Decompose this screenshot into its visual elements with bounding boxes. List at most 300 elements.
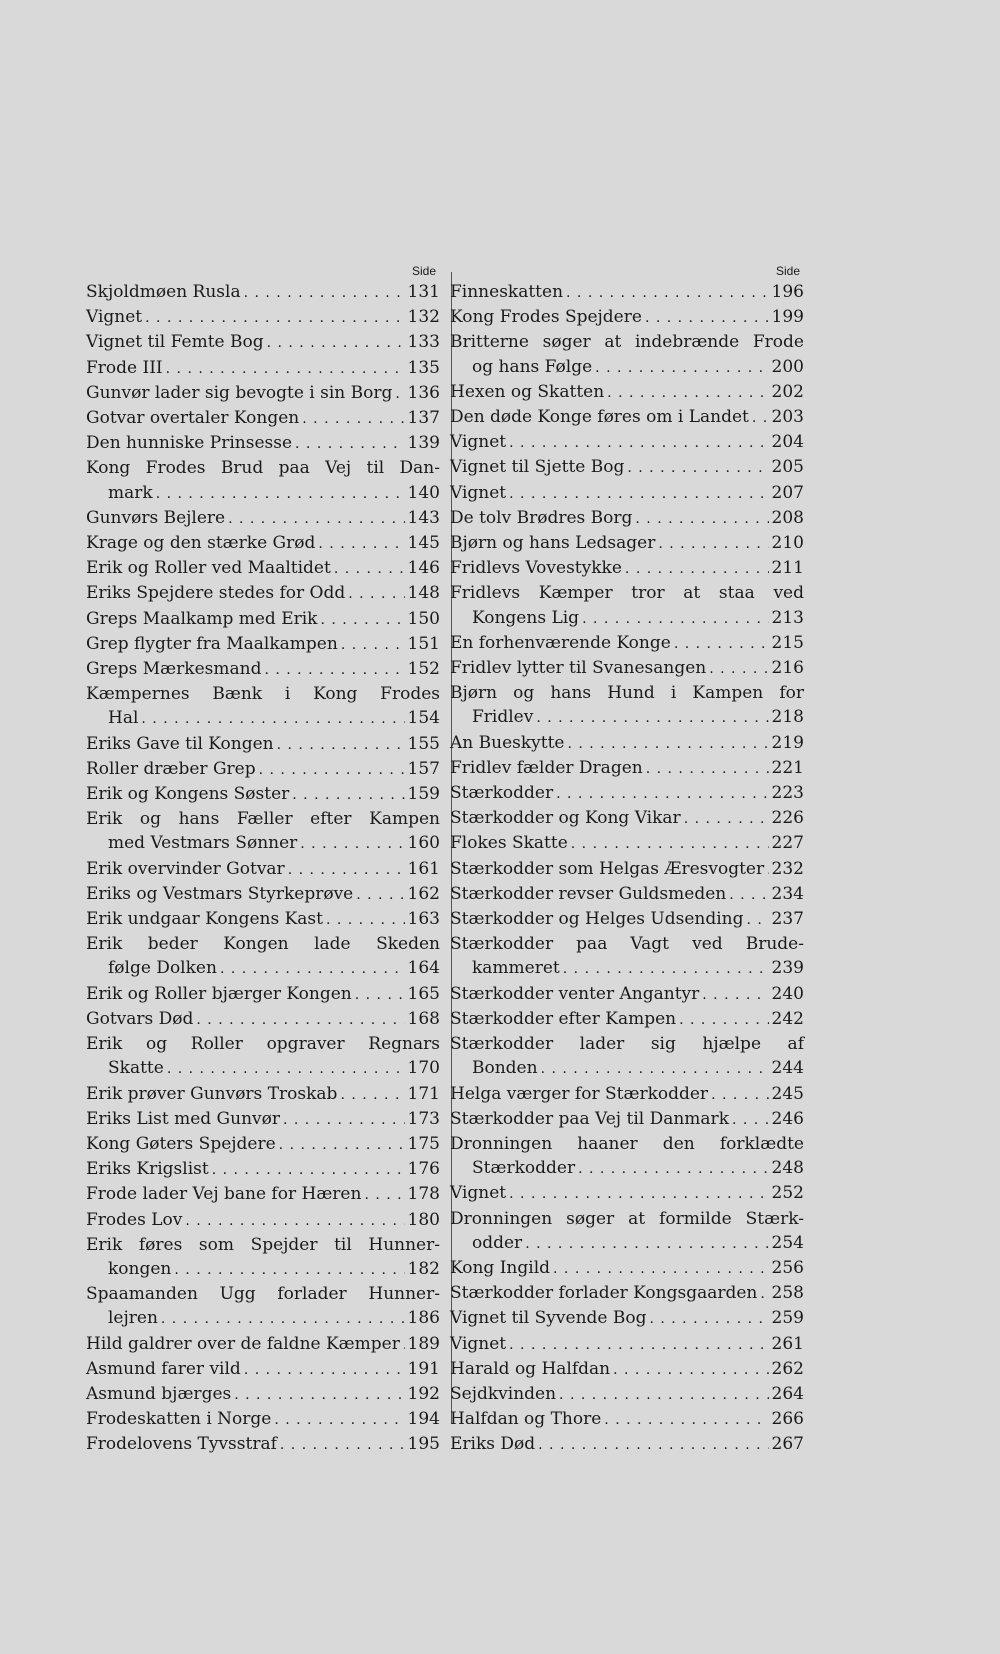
dot-leader — [326, 908, 405, 932]
toc-page-number: 176 — [407, 1159, 440, 1180]
toc-entry-line — [86, 1007, 440, 1032]
toc-entry-title: Greps Maalkamp med Erik — [86, 608, 318, 629]
toc-entry — [450, 1007, 804, 1032]
toc-entry-title: Kong Frodes Spejdere — [450, 307, 642, 328]
toc-entry-line — [450, 1306, 804, 1331]
toc-page-number: 234 — [771, 883, 804, 904]
toc-entry-title: mark — [108, 482, 153, 503]
toc-entry — [86, 356, 440, 381]
toc-entry-title: Fridlev lytter til Svanesangen — [450, 658, 707, 679]
toc-entry-title: Stærkodder paa Vagt ved Brude- — [450, 934, 804, 955]
toc-entry-line — [86, 1082, 440, 1107]
toc-entry — [86, 556, 440, 581]
toc-entry-title: Fridlev — [472, 707, 534, 728]
toc-entry — [86, 1233, 440, 1282]
toc-entry-line — [450, 731, 804, 756]
toc-page-number: 199 — [771, 307, 804, 328]
dot-leader — [509, 1333, 768, 1357]
toc-entry-line — [86, 1233, 440, 1257]
toc-entry-line — [86, 431, 440, 456]
dot-leader — [582, 607, 768, 631]
toc-entry-title: Vignet til Syvende Bog — [450, 1308, 647, 1329]
toc-entry-line — [86, 1032, 440, 1056]
toc-entry-title: En forhenværende Konge — [450, 632, 671, 653]
dot-leader — [295, 432, 405, 456]
toc-entry-line — [86, 1182, 440, 1207]
toc-entry-line — [86, 757, 440, 782]
toc-page-number: 175 — [407, 1133, 440, 1154]
toc-entry — [86, 982, 440, 1007]
toc-page-number: 215 — [771, 632, 804, 653]
toc-entry — [450, 907, 804, 932]
toc-entry-title: Grep flygter fra Maalkampen — [86, 633, 338, 654]
toc-page-number: 159 — [407, 784, 440, 805]
dot-leader — [709, 657, 768, 681]
toc-entry — [86, 632, 440, 657]
toc-entry — [86, 757, 440, 782]
dot-leader — [674, 632, 769, 656]
toc-entry — [450, 656, 804, 681]
dot-leader — [220, 957, 405, 981]
dot-leader — [702, 983, 768, 1007]
toc-entry — [86, 1032, 440, 1081]
toc-entry — [450, 330, 804, 379]
toc-page-number: 200 — [771, 356, 804, 377]
toc-entry-line — [450, 857, 804, 882]
toc-entry-line — [450, 1056, 804, 1081]
toc-entry-title: Eriks Spejdere stedes for Odd — [86, 583, 346, 604]
toc-page-number: 210 — [771, 533, 804, 554]
toc-entry — [86, 456, 440, 505]
toc-entry-line — [86, 607, 440, 632]
toc-entry-title: kammeret — [472, 958, 560, 979]
toc-page-number: 148 — [407, 583, 440, 604]
toc-page-number: 192 — [407, 1383, 440, 1404]
toc-page-number: 254 — [771, 1232, 804, 1253]
toc-page-number: 168 — [407, 1008, 440, 1029]
toc-page-number: 135 — [407, 357, 440, 378]
toc-page-number: 223 — [771, 783, 804, 804]
toc-entry — [86, 607, 440, 632]
dot-leader — [212, 1158, 405, 1182]
toc-page-number: 242 — [771, 1008, 804, 1029]
toc-entry-line — [450, 1107, 804, 1132]
toc-entry-line — [86, 1407, 440, 1432]
toc-entry-title: Vignet til Femte Bog — [86, 332, 264, 353]
toc-entry-line — [86, 1056, 440, 1081]
toc-entry-title: Hal — [108, 708, 139, 729]
toc-entry-line — [86, 531, 440, 556]
toc-entry-title: Greps Mærkesmand — [86, 659, 262, 680]
toc-entry — [86, 1132, 440, 1157]
dot-leader — [566, 281, 769, 305]
toc-entry-title: Bonden — [472, 1058, 538, 1079]
dot-leader — [356, 883, 404, 907]
toc-entry-line — [86, 807, 440, 831]
toc-page-number: 239 — [771, 958, 804, 979]
toc-entry-line — [450, 1082, 804, 1107]
toc-page-number: 139 — [407, 433, 440, 454]
dot-leader — [196, 1008, 404, 1032]
toc-page-number: 213 — [771, 607, 804, 628]
toc-entry-title: Hild galdrer over de faldne Kæmper — [86, 1333, 400, 1354]
dot-leader — [341, 633, 405, 657]
toc-entry-line — [450, 1281, 804, 1306]
toc-entry — [450, 982, 804, 1007]
toc-entry — [450, 1382, 804, 1407]
dot-leader — [767, 858, 768, 882]
toc-entry — [450, 455, 804, 480]
toc-entry-line — [86, 1382, 440, 1407]
dot-leader — [318, 532, 404, 556]
toc-page-number: 140 — [407, 482, 440, 503]
toc-entry-line — [450, 1432, 804, 1457]
toc-page-number: 163 — [407, 909, 440, 930]
toc-entry-line — [450, 531, 804, 556]
toc-entry-title: Frodeskatten i Norge — [86, 1409, 272, 1430]
toc-entry-line — [86, 956, 440, 981]
toc-page-number: 178 — [407, 1184, 440, 1205]
toc-page-number: 252 — [771, 1183, 804, 1204]
toc-page-number: 208 — [771, 507, 804, 528]
dot-leader — [320, 608, 404, 632]
toc-entry-title: Dronningen haaner den forklædte — [450, 1133, 804, 1154]
toc-page-number: 245 — [771, 1083, 804, 1104]
dot-leader — [729, 883, 768, 907]
toc-entry — [450, 1107, 804, 1132]
dot-leader — [174, 1258, 404, 1282]
toc-entry — [450, 380, 804, 405]
toc-page-number: 186 — [407, 1308, 440, 1329]
toc-entry-title: Fridlevs Kæmper tror at staa ved — [450, 583, 804, 604]
toc-entry-line — [86, 481, 440, 506]
toc-entry — [450, 556, 804, 581]
toc-entry-title: Finneskatten — [450, 282, 564, 302]
dot-leader — [300, 832, 404, 856]
dot-leader — [234, 1383, 404, 1407]
dot-leader — [760, 1282, 768, 1306]
toc-page-number: 150 — [407, 608, 440, 629]
toc-entry-line — [450, 831, 804, 856]
dot-leader — [156, 482, 405, 506]
dot-leader — [567, 732, 768, 756]
toc-entry-title: Erik beder Kongen lade Skeden — [86, 934, 440, 955]
toc-entry-line — [86, 706, 440, 731]
dot-leader — [334, 557, 405, 581]
toc-entry-line — [86, 1332, 440, 1357]
toc-entry-title: Gunvørs Bejlere — [86, 507, 226, 528]
toc-entry-line — [86, 857, 440, 882]
toc-entry-title: Stærkodder efter Kampen — [450, 1008, 677, 1029]
toc-entry — [86, 857, 440, 882]
toc-entry — [86, 1332, 440, 1357]
toc-entry — [450, 405, 804, 430]
toc-page-number: 261 — [771, 1333, 804, 1354]
toc-page-number: 256 — [771, 1257, 804, 1278]
toc-entry — [86, 506, 440, 531]
toc-entry-title: Kæmpernes Bænk i Kong Frodes — [86, 684, 440, 705]
toc-page-number: 221 — [771, 757, 804, 778]
dot-leader — [658, 532, 768, 556]
toc-entry-title: Vignet — [450, 432, 507, 453]
toc-page-number: 202 — [771, 381, 804, 402]
dot-leader — [288, 858, 405, 882]
toc-page-number: 226 — [771, 808, 804, 829]
toc-entry-title: Vignet — [450, 1333, 507, 1354]
toc-page-number: 194 — [407, 1409, 440, 1430]
toc-page-number: 266 — [771, 1409, 804, 1430]
toc-page-number: 244 — [771, 1058, 804, 1079]
toc-entry-title: Kongens Lig — [472, 607, 580, 628]
dot-leader — [280, 1433, 405, 1457]
toc-entry — [86, 657, 440, 682]
toc-entry-line — [86, 1132, 440, 1157]
dot-leader — [571, 832, 769, 856]
toc-entry-line — [86, 907, 440, 932]
toc-entry-line — [450, 932, 804, 956]
toc-entry — [450, 1181, 804, 1206]
toc-page-number: 133 — [407, 332, 440, 353]
toc-entry — [86, 1182, 440, 1207]
toc-entry-line — [86, 732, 440, 757]
toc-entry-line — [86, 330, 440, 355]
toc-entry-title: Erik prøver Gunvørs Troskab — [86, 1083, 338, 1104]
dot-leader — [559, 1383, 769, 1407]
toc-entry-line — [450, 705, 804, 730]
toc-entry-title: kongen — [108, 1258, 172, 1279]
toc-page-number: 170 — [407, 1058, 440, 1079]
dot-leader — [509, 431, 768, 455]
dot-leader — [340, 1083, 404, 1107]
toc-page-number: 218 — [771, 707, 804, 728]
toc-page-number: 137 — [407, 408, 440, 429]
toc-entry-line — [450, 806, 804, 831]
toc-entry — [450, 531, 804, 556]
toc-entry-title: odder — [472, 1232, 523, 1253]
toc-entry-line — [450, 1332, 804, 1357]
toc-entry — [86, 1007, 440, 1032]
toc-entry-line — [450, 1407, 804, 1432]
toc-entry-title: Erik føres som Spejder til Hunner- — [86, 1234, 440, 1255]
toc-entry-title: Erik overvinder Gotvar — [86, 858, 285, 879]
toc-entry — [450, 857, 804, 882]
toc-entry-line — [86, 1107, 440, 1132]
toc-entry — [86, 882, 440, 907]
toc-page-number: 207 — [771, 482, 804, 503]
toc-entry-line — [86, 356, 440, 381]
toc-entry-title: Stærkodder og Kong Vikar — [450, 808, 681, 829]
toc-entry-title: Eriks Gave til Kongen — [86, 733, 274, 754]
toc-entry — [450, 932, 804, 981]
toc-entry-line — [86, 1208, 440, 1233]
toc-page-number: 246 — [771, 1108, 804, 1129]
toc-entry-title: De tolv Brødres Borg — [450, 507, 633, 528]
dot-leader — [161, 1307, 405, 1331]
toc-entry-title: Gunvør lader sig bevogte i sin Borg — [86, 382, 393, 403]
toc-entry-title: Asmund farer vild — [86, 1358, 241, 1379]
dot-leader — [355, 983, 405, 1007]
dot-leader — [364, 1183, 404, 1207]
toc-entry-title: Hexen og Skatten — [450, 381, 605, 402]
toc-page-number: 182 — [407, 1258, 440, 1279]
toc-entry-title: følge Dolken — [108, 958, 217, 979]
toc-entry-title: Bjørn og hans Hund i Kampen for — [450, 683, 804, 704]
toc-entry-title: Helga værger for Stærkodder — [450, 1083, 709, 1104]
toc-entry — [86, 1407, 440, 1432]
toc-entry-title: Den døde Konge føres om i Landet — [450, 407, 749, 428]
toc-entry-line — [450, 1156, 804, 1181]
toc-entry-title: Stærkodder — [450, 783, 554, 804]
dot-leader — [595, 356, 768, 380]
dot-leader — [509, 482, 768, 506]
toc-entry-line — [450, 882, 804, 907]
toc-entry-line — [450, 506, 804, 531]
toc-entry-title: med Vestmars Sønner — [108, 833, 298, 854]
toc-entry-title: Stærkodder revser Guldsmeden — [450, 883, 727, 904]
toc-entry — [86, 807, 440, 856]
toc-entry-title: Fridlev fælder Dragen — [450, 757, 643, 778]
toc-entry-line — [450, 581, 804, 605]
dot-leader — [649, 1307, 768, 1331]
toc-entry — [86, 932, 440, 981]
toc-entry — [450, 1207, 804, 1256]
toc-entries-left — [86, 280, 440, 1458]
toc-page-number: 136 — [407, 382, 440, 403]
dot-leader — [679, 1008, 768, 1032]
toc-entry — [450, 882, 804, 907]
toc-entry-title: Erik undgaar Kongens Kast — [86, 909, 323, 930]
toc-entry-line — [450, 756, 804, 781]
toc-entry-line — [86, 406, 440, 431]
toc-page-number: 204 — [771, 432, 804, 453]
dot-leader — [625, 557, 769, 581]
toc-entry — [86, 581, 440, 606]
toc-entry — [450, 681, 804, 730]
toc-entry — [450, 1407, 804, 1432]
toc-entry-title: Asmund bjærges — [86, 1383, 232, 1404]
toc-entry-line — [450, 1181, 804, 1206]
toc-entry-title: Vignet — [86, 307, 143, 328]
dot-leader — [711, 1083, 768, 1107]
toc-entry-line — [450, 430, 804, 455]
toc-entries-right — [450, 280, 804, 1458]
toc-entry-title: Spaamanden Ugg forlader Hunner- — [86, 1284, 440, 1305]
toc-entry — [86, 1432, 440, 1457]
toc-page-number: 132 — [407, 307, 440, 328]
toc-entry-title: Vignet — [450, 482, 507, 503]
toc-entry — [450, 781, 804, 806]
toc-page-number: 191 — [407, 1358, 440, 1379]
toc-entry-title: Eriks List med Gunvør — [86, 1108, 280, 1129]
dot-leader — [607, 381, 768, 405]
toc-entry-line — [450, 681, 804, 705]
toc-page-number: 155 — [407, 733, 440, 754]
toc-entry-line — [450, 1357, 804, 1382]
dot-leader — [244, 281, 405, 305]
dot-leader — [185, 1209, 404, 1233]
toc-entry-line — [450, 1256, 804, 1281]
toc-entry-line — [86, 1257, 440, 1282]
toc-entry-line — [450, 1207, 804, 1231]
toc-entry — [86, 907, 440, 932]
toc-page-number: 262 — [771, 1358, 804, 1379]
dot-leader — [395, 382, 404, 406]
toc-entry-line — [450, 305, 804, 330]
dot-leader — [348, 582, 404, 606]
toc-page-number: 171 — [407, 1083, 440, 1104]
toc-entry-line — [86, 831, 440, 856]
toc-entry-line — [86, 1282, 440, 1306]
toc-entry — [450, 806, 804, 831]
dot-leader — [228, 507, 404, 531]
toc-entry-title: Erik og hans Fæller efter Kampen — [86, 809, 440, 830]
toc-entry — [450, 1256, 804, 1281]
dot-leader — [259, 758, 405, 782]
toc-page-number: 227 — [771, 833, 804, 854]
dot-leader — [244, 1358, 405, 1382]
dot-leader — [613, 1358, 768, 1382]
toc-entry-line — [450, 631, 804, 656]
toc-entry — [450, 1132, 804, 1181]
dot-leader — [752, 406, 769, 430]
toc-page-number: 205 — [771, 457, 804, 478]
side-header-right: Side — [775, 264, 800, 278]
toc-entry — [86, 431, 440, 456]
toc-entry-title: Erik og Roller ved Maaltidet — [86, 558, 331, 579]
toc-entry — [450, 506, 804, 531]
toc-entry-line — [450, 656, 804, 681]
toc-page-number: 165 — [407, 983, 440, 1004]
toc-entry — [86, 782, 440, 807]
toc-entry-title: Britterne søger at indebrænde Frode — [450, 332, 804, 353]
toc-entry-title: Kong Ingild — [450, 1257, 551, 1278]
dot-leader — [279, 1133, 405, 1157]
dot-leader — [563, 957, 769, 981]
toc-entry-title: Erik og Roller opgraver Regnars — [86, 1034, 440, 1055]
dot-leader — [167, 1057, 405, 1081]
toc-entry-title: Gotvar overtaler Kongen — [86, 408, 300, 429]
toc-entry-line — [450, 330, 804, 354]
toc-entry-line — [450, 405, 804, 430]
toc-page-number: 267 — [771, 1434, 804, 1455]
dot-leader — [553, 1257, 769, 1281]
toc-entry-line — [86, 381, 440, 406]
dot-leader — [556, 782, 768, 806]
toc-page-number: 240 — [771, 983, 804, 1004]
toc-entry-line — [86, 682, 440, 706]
toc-page-number: 152 — [407, 659, 440, 680]
toc-entry-title: Dronningen søger at formilde Stærk- — [450, 1208, 804, 1229]
toc-entry-title: Erik og Roller bjærger Kongen — [86, 983, 352, 1004]
toc-entry-title: Stærkodder og Helges Udsending — [450, 909, 744, 930]
toc-entry-title: Gotvars Død — [86, 1008, 194, 1029]
toc-entry-line — [86, 1157, 440, 1182]
toc-entry-line — [450, 1007, 804, 1032]
toc-page-number: 131 — [407, 282, 440, 302]
toc-page-number: 232 — [771, 858, 804, 879]
toc-entry-line — [86, 556, 440, 581]
toc-entry-title: Sejdkvinden — [450, 1383, 557, 1404]
toc-entry-title: Kong Gøters Spejdere — [86, 1133, 276, 1154]
toc-entry — [86, 732, 440, 757]
toc-page-number: 161 — [407, 858, 440, 879]
toc-entry-title: Bjørn og hans Ledsager — [450, 533, 656, 554]
toc-page-number: 146 — [407, 558, 440, 579]
toc-page-number: 203 — [771, 407, 804, 428]
toc-entry-title: Erik og Kongens Søster — [86, 784, 290, 805]
dot-leader — [525, 1232, 768, 1256]
toc-entry-line — [450, 956, 804, 981]
